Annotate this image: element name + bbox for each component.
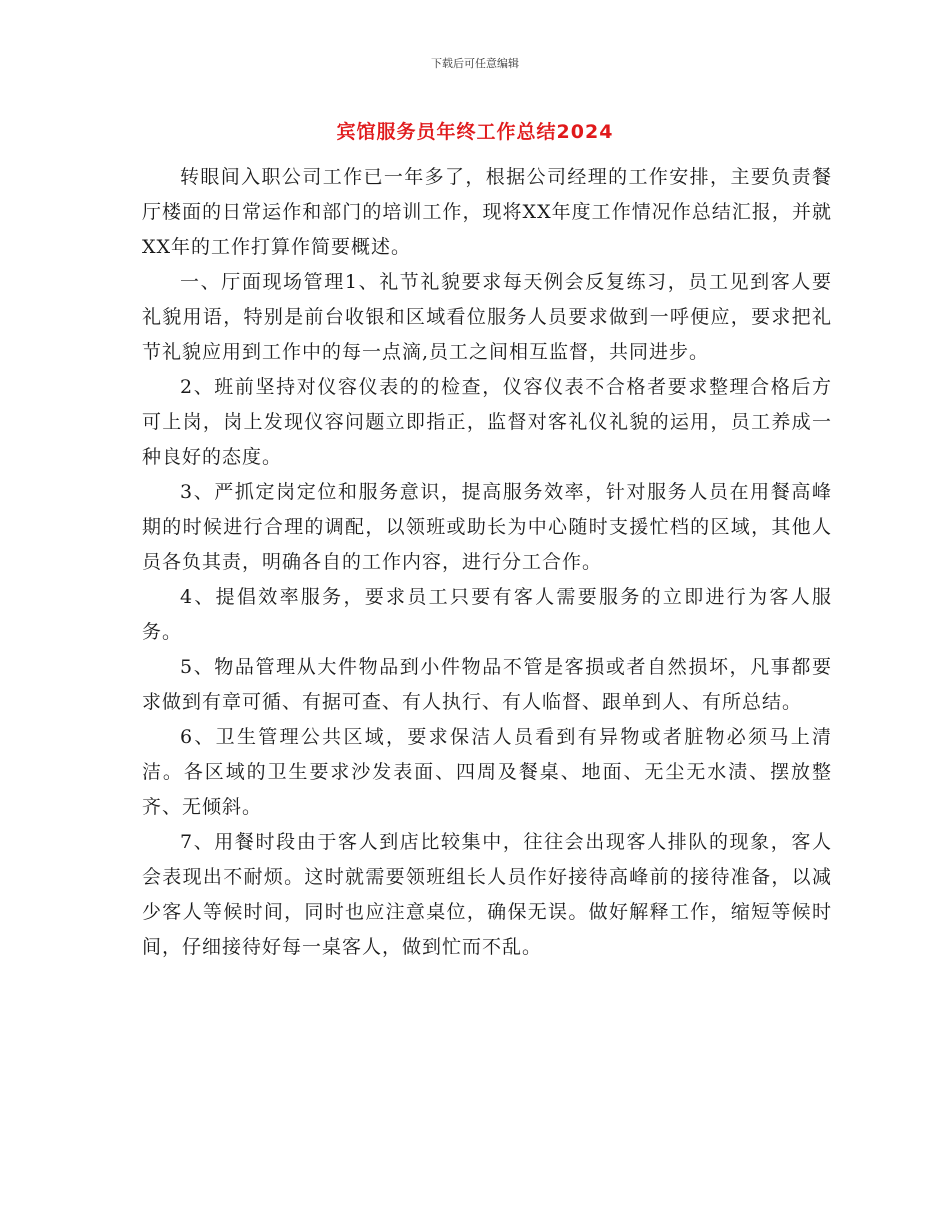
- paragraph-4: 4、提倡效率服务，要求员工只要有客人需要服务的立即进行为客人服务。: [142, 586, 832, 643]
- paragraph-3: 3、严抓定岗定位和服务意识，提高服务效率，针对服务人员在用餐高峰期的时候进行合理的调配，以领班或助长为中心随时支援忙档的区域，其他人员各负其责，明确各自的工作内容，进行分工合作。: [142, 481, 832, 573]
- document-title: 宾馆服务员年终工作总结2024: [336, 121, 614, 143]
- paragraph-1: 一、厅面现场管理1、礼节礼貌要求每天例会反复练习，员工见到客人要礼貌用语，特别是前台收银和区域看位服务人员要求做到一呼便应，要求把礼节礼貌应用到工作中的每一点滴,员工之间相互监督，共同进步。: [142, 271, 832, 363]
- page-header: 下载后可任意编辑: [431, 57, 519, 70]
- paragraph-7: 7、用餐时段由于客人到店比较集中，往往会出现客人排队的现象，客人会表现出不耐烦。这时就需要领班组长人员作好接待高峰前的接待准备，以减少客人等候时间，同时也应注意桌位，确保无误。做好解释工作，缩短等候时间，仔细接待好每一桌客人，做到忙而不乱。: [142, 831, 832, 958]
- document-body: [142, 160, 832, 965]
- paragraph-5: 5、物品管理从大件物品到小件物品不管是客损或者自然损坏，凡事都要求做到有章可循、有据可查、有人执行、有人临督、跟单到人、有所总结。: [142, 656, 832, 713]
- paragraph-intro: 转眼间入职公司工作已一年多了，根据公司经理的工作安排，主要负责餐厅楼面的日常运作和部门的培训工作，现将XX年度工作情况作总结汇报，并就XX年的工作打算作简要概述。: [142, 166, 832, 258]
- paragraph-6: 6、卫生管理公共区域，要求保洁人员看到有异物或者脏物必须马上清洁。各区域的卫生要求沙发表面、四周及餐桌、地面、无尘无水渍、摆放整齐、无倾斜。: [142, 726, 832, 818]
- paragraph-2: 2、班前坚持对仪容仪表的的检查，仪容仪表不合格者要求整理合格后方可上岗，岗上发现仪容问题立即指正，监督对客礼仪礼貌的运用，员工养成一种良好的态度。: [142, 376, 832, 468]
